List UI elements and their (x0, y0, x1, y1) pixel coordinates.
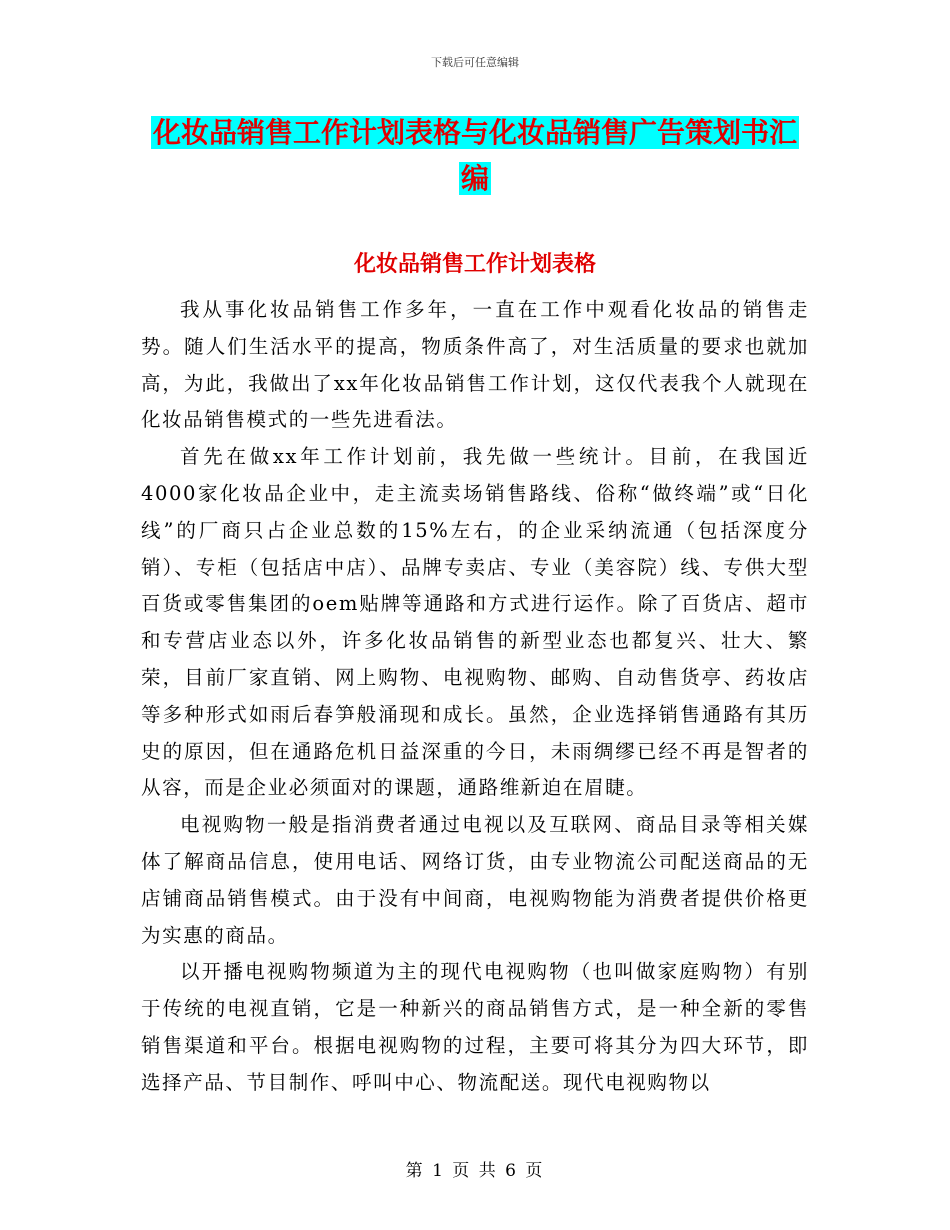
paragraph-3: 电视购物一般是指消费者通过电视以及互联网、商品目录等相关媒体了解商品信息，使用电话、网络订货，由专业物流公司配送商品的无店铺商品销售模式。由于没有中间商，电视购物能为消费者提供价格更为实惠的商品。 (141, 813, 809, 947)
paragraph-4: 以开播电视购物频道为主的现代电视购物（也叫做家庭购物）有别于传统的电视直销，它是一种新兴的商品销售方式，是一种全新的零售销售渠道和平台。根据电视购物的过程，主要可将其分为四大环节，即选择产品、节目制作、呼叫中心、物流配送。现代电视购物以 (141, 960, 809, 1094)
section-title: 化妆品销售工作计划表格 (353, 252, 596, 277)
document-body (141, 292, 809, 1102)
page-number-footer: 第 1 页 共 6 页 (405, 1161, 545, 1181)
document-title-line2: 编 (460, 162, 489, 195)
paragraph-2: 首先在做xx年工作计划前，我先做一些统计。目前，在我国近4000家化妆品企业中，走主流卖场销售路线、俗称“做终端”或“日化线”的厂商只占企业总数的15%左右，的企业采纳流通（包括深度分销）、专柜（包括店中店）、品牌专卖店、专业（美容院）线、专供大型百货或零售集团的oem贴牌等通路和方式进行运作。除了百货店、超市和专营店业态以外，许多化妆品销售的新型业态也都复兴、壮大、繁荣，目前厂家直销、网上购物、电视购物、邮购、自动售货亭、药妆店等多种形式如雨后春笋般涌现和成长。虽然，企业选择销售通路有其历史的原因，但在通路危机日益深重的今日，未雨绸缪已经不再是智者的从容，而是企业必须面对的课题，通路维新迫在眉睫。 (141, 445, 809, 800)
document-title-line1: 化妆品销售工作计划表格与化妆品销售广告策划书汇 (152, 116, 797, 149)
paragraph-1: 我从事化妆品销售工作多年，一直在工作中观看化妆品的销售走势。随人们生活水平的提高，物质条件高了，对生活质量的要求也就加高，为此，我做出了xx年化妆品销售工作计划，这仅代表我个人就现在化妆品销售模式的一些先进看法。 (141, 298, 809, 432)
header-note: 下载后可任意编辑 (431, 56, 519, 69)
document-title (140, 110, 810, 202)
